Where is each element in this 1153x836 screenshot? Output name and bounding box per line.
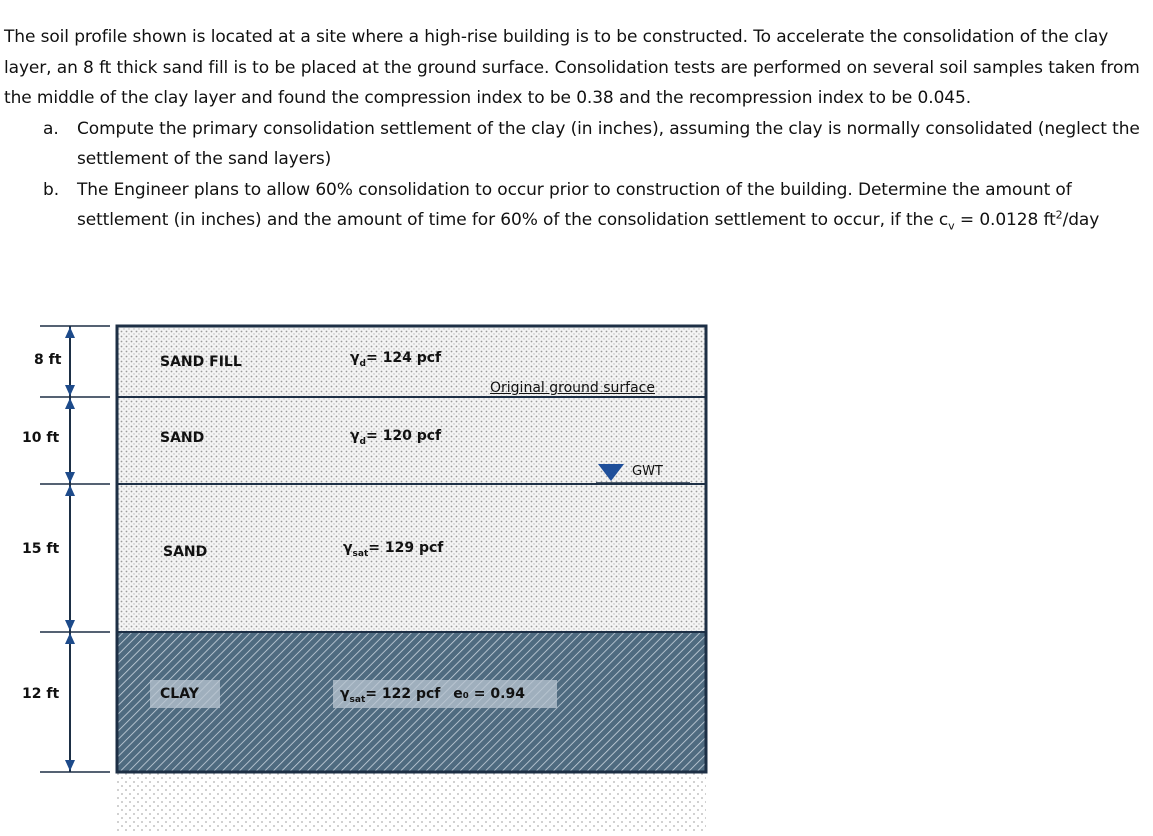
arrow-up <box>65 633 75 644</box>
dimension-label-8ft: 8 ft <box>34 352 62 368</box>
layer-name-clay: CLAY <box>160 686 199 702</box>
unit-weight-value: = 122 pcf <box>365 686 441 702</box>
cv-subscript: v <box>948 219 955 233</box>
dimension-label-10ft: 10 ft <box>22 430 60 446</box>
gamma-symbol: γ <box>340 686 350 702</box>
layer-name-sand-2: SAND <box>163 544 208 560</box>
cv-unit: /day <box>1062 210 1100 230</box>
gamma-symbol: γ <box>350 350 360 366</box>
bedrock-sand <box>117 772 706 832</box>
layer-prop-clay <box>340 686 525 705</box>
unit-weight-value: = 120 pcf <box>366 428 442 444</box>
cv-superscript: 2 <box>1055 208 1063 222</box>
unit-weight-value: = 124 pcf <box>366 350 442 366</box>
layer-prop-sand-fill <box>350 350 442 369</box>
layer-prop-sand-1 <box>350 428 442 447</box>
void-ratio: e₀ = 0.94 <box>453 686 525 702</box>
gwt-label: GWT <box>632 464 663 479</box>
gamma-subscript: sat <box>352 548 369 559</box>
dimension-label-12ft: 12 ft <box>22 686 60 702</box>
gamma-symbol: γ <box>343 540 353 556</box>
arrow-up <box>65 398 75 409</box>
arrow-up <box>65 485 75 496</box>
cv-value: = 0.0128 ft <box>954 210 1056 230</box>
question-letter: a. <box>43 118 59 139</box>
unit-weight-value: = 129 pcf <box>368 540 444 556</box>
question-text: The Engineer plans to allow 60% consolidation to occur prior to construction of the building. Determine the amount of settlement (in inches) and the amount of time for 60% of the consolidation settlement to occur, if the c <box>77 179 1072 230</box>
gamma-symbol: γ <box>350 428 360 444</box>
problem-intro: The soil profile shown is located at a site where a high-rise building is to be constructed. To accelerate the consolidation of the clay layer, an 8 ft thick sand fill is to be placed at the ground surface. Consolidation tests are performed on several soil samples taken from the middle of the clay layer and found the compression index to be 0.38 and the recompression index to be 0.045. <box>4 27 1140 108</box>
arrow-down <box>65 385 75 396</box>
question-letter: b. <box>43 179 59 200</box>
layer-prop-sand-2 <box>343 540 444 559</box>
layer-name-sand-fill: SAND FILL <box>160 354 242 370</box>
layer-name-sand-1: SAND <box>160 430 205 446</box>
arrow-down <box>65 620 75 631</box>
dimension-label-15ft: 15 ft <box>22 541 60 557</box>
gamma-subscript: sat <box>349 694 366 705</box>
gamma-subscript: d <box>359 436 366 447</box>
arrow-down <box>65 472 75 483</box>
arrow-down <box>65 760 75 771</box>
question-text: Compute the primary consolidation settlement of the clay (in inches), assuming the clay is normally consolidated (neglect the settlement of the sand layers) <box>77 118 1140 169</box>
arrow-up <box>65 327 75 338</box>
original-ground-surface-label: Original ground surface <box>490 380 655 396</box>
gamma-subscript: d <box>359 358 366 369</box>
